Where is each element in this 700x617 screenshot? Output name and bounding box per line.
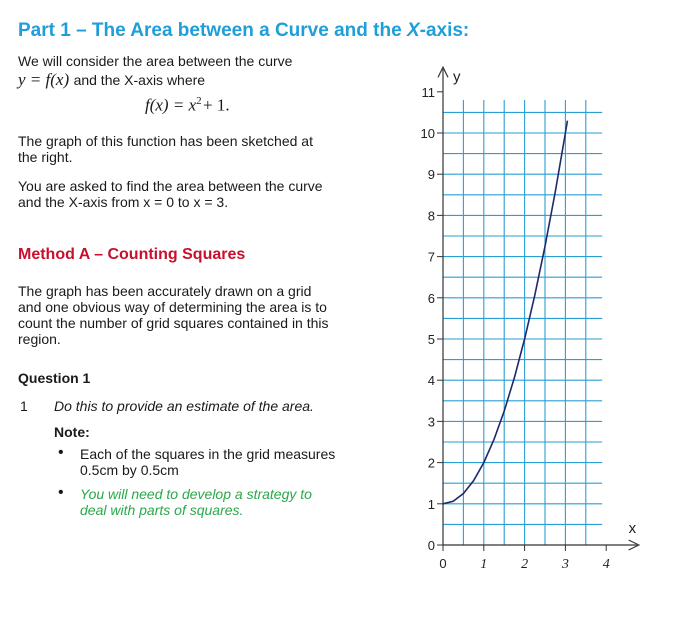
- x-tick-label: 2: [521, 557, 529, 572]
- axes: [438, 67, 639, 550]
- question-title: Question 1: [18, 370, 91, 386]
- intro-line-1: We will consider the area between the curve: [18, 53, 293, 69]
- x-tick-label: 3: [561, 557, 569, 572]
- intro-line-2-text: and the X-axis where: [73, 72, 206, 88]
- x-tick-label: 4: [602, 557, 610, 572]
- page-title: Part 1 – The Area between a Curve and the X-axis:: [18, 20, 470, 41]
- curve-line: [443, 121, 567, 504]
- y-tick-label: 6: [427, 290, 435, 306]
- question-number: 1: [20, 398, 28, 414]
- ticks: [421, 85, 610, 572]
- y-tick-label: 5: [427, 332, 435, 347]
- x-tick-label: 0: [439, 556, 447, 571]
- graph-note: The graph of this function has been sketched at the right.: [18, 133, 313, 165]
- y-tick-label: 0: [427, 538, 435, 553]
- bullet-2: You will need to develop a strategy to deal with parts of squares.: [80, 486, 312, 518]
- task-text: You are asked to find the area between the curve and the X-axis from x = 0 to x = 3.: [18, 178, 323, 210]
- y-tick-label: 11: [421, 84, 435, 100]
- note-label: Note:: [54, 424, 90, 440]
- method-heading: Method A – Counting Squares: [18, 246, 246, 263]
- function-definition: $f(x) = x^2$ + 1.: [145, 95, 230, 115]
- y-tick-label: 3: [427, 414, 435, 430]
- bullet-dot-2: •: [58, 484, 64, 501]
- x-tick-label: 1: [480, 557, 488, 572]
- grid: [443, 100, 602, 545]
- y-tick-label: 7: [427, 249, 435, 265]
- curve-equation: y = f(x): [18, 70, 70, 89]
- y-tick-label: 2: [427, 455, 435, 471]
- y-tick-label: 9: [427, 167, 435, 183]
- y-tick-label: 4: [427, 373, 435, 389]
- y-tick-label: 8: [427, 208, 435, 224]
- question-text: Do this to provide an estimate of the area.: [54, 398, 314, 414]
- y-tick-label: 1: [427, 496, 435, 512]
- y-tick-label: 10: [420, 126, 435, 141]
- x-axis-label: x: [628, 520, 637, 537]
- bullet-1: Each of the squares in the grid measures 0.5cm by 0.5cm: [80, 446, 336, 478]
- bullet-dot-1: •: [58, 444, 64, 461]
- y-axis-label: y: [453, 68, 461, 86]
- method-text: The graph has been accurately drawn on a grid and one obvious way of determining the area is to count the number of grid squares contained in this region.: [18, 283, 329, 347]
